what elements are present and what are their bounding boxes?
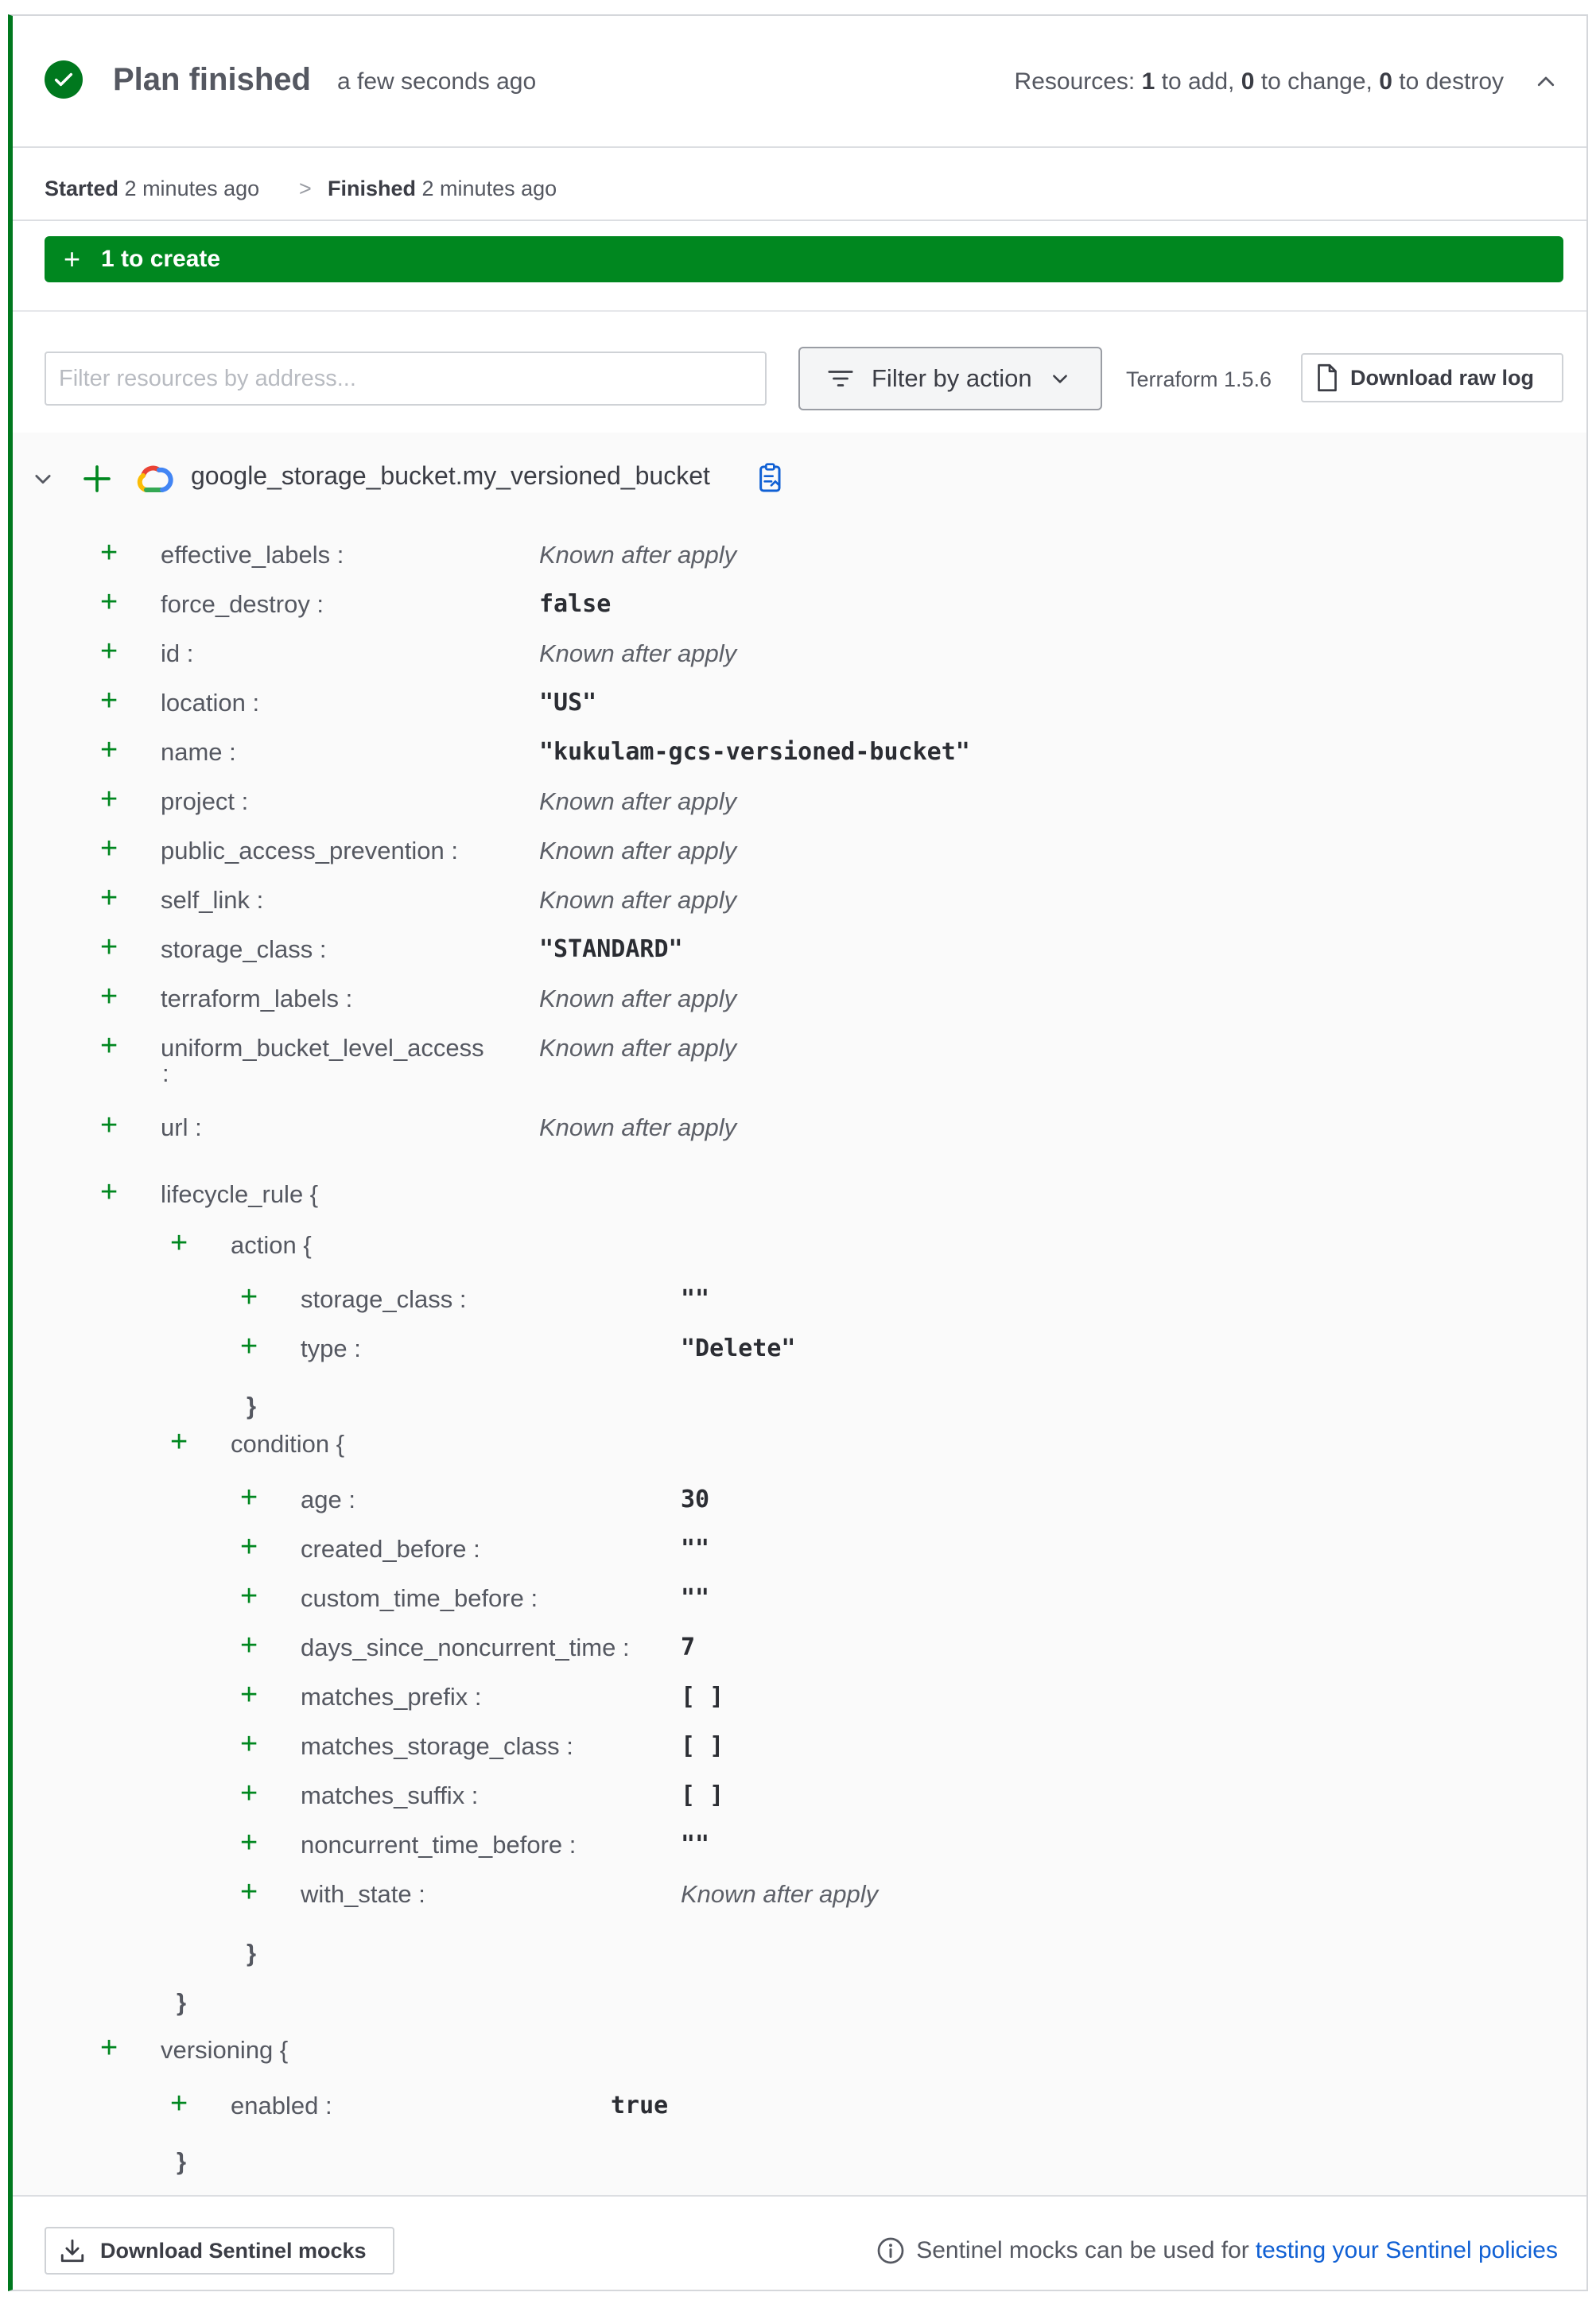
plus-icon: +	[100, 635, 118, 668]
plus-icon: +	[100, 2031, 118, 2065]
attribute-value: 30	[681, 1486, 710, 1513]
add-count: 1	[1141, 68, 1155, 95]
filter-by-action-label: Filter by action	[872, 364, 1032, 392]
plan-footer	[13, 2197, 1586, 2291]
attribute-key: matches_suffix :	[301, 1781, 479, 1809]
plus-icon: +	[240, 1678, 258, 1711]
attribute-value: Known after apply	[539, 1034, 737, 1062]
block-label: lifecycle_rule {	[161, 1180, 319, 1208]
attribute-key: self_link :	[161, 886, 264, 914]
expand-chevron-icon[interactable]	[32, 468, 54, 490]
plus-icon: +	[240, 1481, 258, 1514]
block-label: action {	[231, 1231, 312, 1259]
plus-icon: +	[240, 1530, 258, 1564]
attribute-key: storage_class :	[301, 1285, 467, 1313]
destroy-count: 0	[1379, 68, 1392, 95]
copy-address-icon[interactable]	[757, 463, 786, 495]
plus-icon: +	[240, 1777, 258, 1810]
attribute-value: "Delete"	[681, 1335, 796, 1362]
attribute-value: true	[611, 2092, 669, 2119]
attribute-value: Known after apply	[539, 837, 737, 864]
timeline-separator: >	[299, 177, 312, 200]
check-icon	[45, 60, 83, 99]
plus-icon: +	[100, 783, 118, 816]
started-label: Started	[45, 177, 119, 200]
attribute-value: 7	[681, 1634, 696, 1661]
attribute-key: matches_storage_class :	[301, 1732, 573, 1760]
plus-icon: +	[100, 684, 118, 717]
download-sentinel-mocks-label: Download Sentinel mocks	[100, 2238, 367, 2263]
filter-by-action-button[interactable]	[798, 347, 1102, 410]
attribute-value: ""	[681, 1535, 710, 1563]
plus-icon: +	[100, 980, 118, 1013]
plus-icon: +	[100, 1109, 118, 1142]
chevron-up-icon[interactable]	[1534, 70, 1558, 94]
info-icon	[876, 2236, 905, 2265]
download-raw-log-label: Download raw log	[1350, 365, 1535, 390]
plus-icon: +	[240, 1727, 258, 1761]
filter-lines-icon	[827, 367, 854, 390]
plus-icon: +	[240, 1875, 258, 1909]
attribute-value: Known after apply	[539, 886, 737, 914]
attribute-value: [ ]	[681, 1781, 724, 1809]
attribute-key: project :	[161, 787, 249, 815]
attribute-key: force_destroy :	[161, 590, 324, 618]
plus-icon: +	[100, 585, 118, 619]
download-icon	[59, 2237, 86, 2264]
sentinel-policies-link[interactable]: testing your Sentinel policies	[1255, 2237, 1558, 2263]
attribute-value: Known after apply	[539, 985, 737, 1012]
attribute-key: storage_class :	[161, 935, 327, 963]
resources-summary	[1015, 68, 1504, 95]
attribute-key: with_state :	[301, 1880, 425, 1908]
finished-info	[328, 177, 557, 201]
plus-icon: +	[64, 243, 81, 275]
plus-icon: +	[100, 1175, 118, 1209]
plus-icon: +	[100, 832, 118, 865]
plus-icon: +	[170, 1425, 188, 1459]
change-count: 0	[1241, 68, 1255, 95]
plus-icon: +	[240, 1826, 258, 1859]
create-summary-bar[interactable]	[45, 236, 1563, 282]
attribute-key: noncurrent_time_before :	[301, 1831, 577, 1859]
attribute-value: [ ]	[681, 1683, 724, 1711]
plan-toolbar	[13, 310, 1586, 434]
finished-label: Finished	[328, 177, 417, 200]
attribute-key: effective_labels :	[161, 541, 344, 569]
attribute-key: days_since_noncurrent_time :	[301, 1634, 630, 1661]
attribute-value: ""	[681, 1831, 710, 1859]
plus-icon: +	[240, 1330, 258, 1363]
document-icon	[1315, 363, 1339, 392]
plus-icon: +	[170, 1226, 188, 1260]
resource-address: google_storage_bucket.my_versioned_bucket	[191, 461, 710, 490]
attribute-key: matches_prefix :	[301, 1683, 482, 1711]
attribute-value: "STANDARD"	[539, 935, 683, 963]
resource-header[interactable]	[13, 452, 1586, 499]
create-summary-label: 1 to create	[101, 246, 221, 272]
started-value: 2 minutes ago	[124, 177, 260, 200]
resources-prefix: Resources:	[1014, 68, 1136, 95]
sentinel-mocks-note	[876, 2236, 1558, 2265]
sentinel-mocks-note-text: Sentinel mocks can be used for	[916, 2237, 1249, 2263]
attribute-key: enabled :	[231, 2092, 332, 2119]
download-sentinel-mocks-button[interactable]	[45, 2227, 394, 2275]
attribute-value: ""	[681, 1285, 710, 1313]
plus-icon: +	[240, 1579, 258, 1613]
plus-icon: +	[240, 1629, 258, 1662]
block-close-brace: }	[177, 2147, 187, 2175]
attribute-key: id :	[161, 639, 194, 667]
attribute-key: name :	[161, 738, 236, 766]
attribute-key: custom_time_before :	[301, 1584, 538, 1612]
plus-icon: +	[170, 2087, 188, 2120]
attribute-key: url :	[161, 1113, 202, 1141]
plan-status-time: a few seconds ago	[337, 68, 537, 95]
plus-icon: +	[240, 1280, 258, 1314]
attribute-key-continuation: :	[162, 1059, 169, 1087]
plan-status-title: Plan finished	[113, 62, 311, 97]
attribute-key: uniform_bucket_level_access	[161, 1034, 484, 1062]
add-text: to add,	[1161, 68, 1235, 95]
destroy-text: to destroy	[1399, 68, 1504, 95]
attribute-value: Known after apply	[539, 541, 737, 569]
plus-icon: +	[100, 1029, 118, 1063]
attribute-key: location :	[161, 689, 260, 717]
attribute-key: age :	[301, 1486, 355, 1513]
attribute-value: Known after apply	[539, 787, 737, 815]
download-raw-log-button[interactable]	[1301, 353, 1563, 402]
attribute-key: terraform_labels :	[161, 985, 353, 1012]
finished-value: 2 minutes ago	[421, 177, 557, 200]
attribute-value: Known after apply	[539, 1113, 737, 1141]
started-info	[45, 177, 259, 201]
google-cloud-icon	[135, 463, 173, 495]
attribute-value: false	[539, 590, 612, 618]
attribute-value: [ ]	[681, 1732, 724, 1760]
block-label: condition {	[231, 1430, 345, 1458]
attribute-key: created_before :	[301, 1535, 480, 1563]
chevron-down-icon	[1050, 368, 1070, 389]
plus-icon: +	[100, 930, 118, 964]
change-text: to change,	[1260, 68, 1373, 95]
attribute-value: "kukulam-gcs-versioned-bucket"	[539, 738, 970, 766]
attribute-value: ""	[681, 1584, 710, 1612]
block-close-brace: }	[247, 1939, 257, 1967]
block-label: versioning {	[161, 2036, 289, 2064]
block-close-brace: }	[177, 1988, 187, 2016]
resource-change-tree	[13, 433, 1586, 2197]
attribute-key: public_access_prevention :	[161, 837, 458, 864]
plus-icon: +	[100, 536, 118, 569]
plus-icon: +	[100, 733, 118, 767]
plus-icon: +	[100, 881, 118, 915]
run-timeline	[13, 148, 1586, 221]
plan-header[interactable]	[13, 16, 1586, 148]
attribute-value: Known after apply	[539, 639, 737, 667]
attribute-value: Known after apply	[681, 1880, 879, 1908]
plan-panel	[8, 14, 1588, 2291]
attribute-value: "US"	[539, 689, 597, 717]
plus-icon	[81, 463, 113, 495]
terraform-version: Terraform 1.5.6	[1126, 367, 1272, 391]
block-close-brace: }	[247, 1392, 257, 1420]
attribute-key: type :	[301, 1335, 361, 1362]
filter-address-input[interactable]	[45, 352, 767, 406]
